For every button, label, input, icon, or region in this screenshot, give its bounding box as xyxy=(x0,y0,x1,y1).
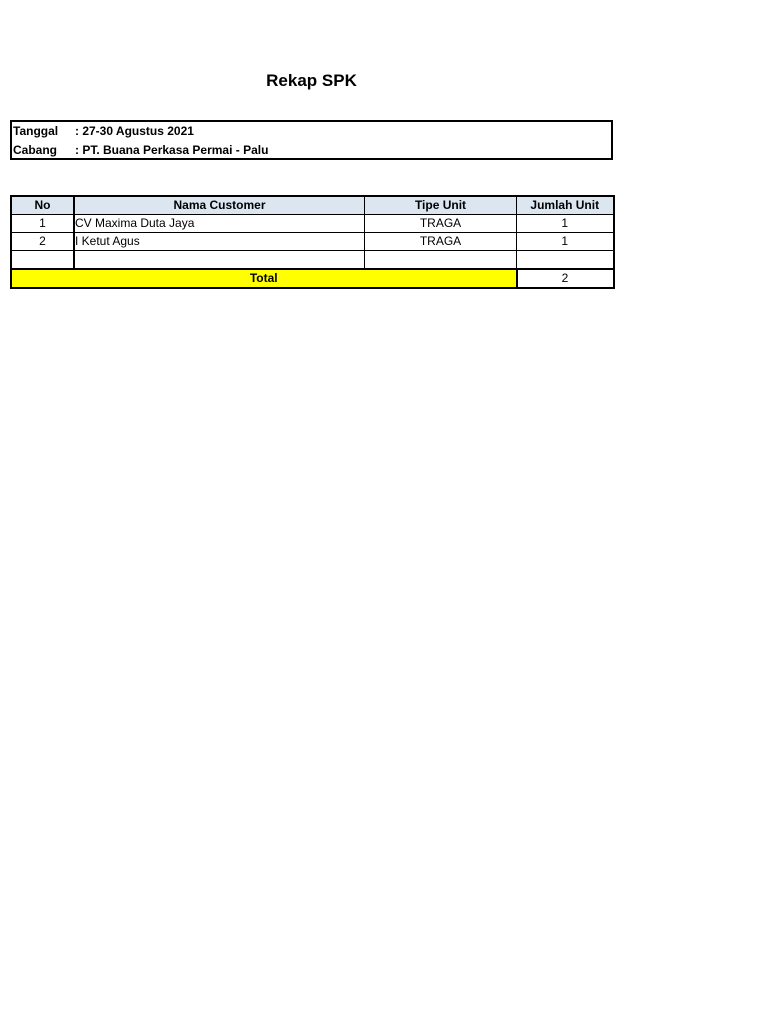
table-row xyxy=(11,215,614,233)
total-label: Total xyxy=(11,269,517,288)
table-row xyxy=(11,251,614,270)
cell-tipe-unit xyxy=(365,251,517,270)
cell-nama-customer: CV Maxima Duta Jaya xyxy=(74,215,365,233)
table-header-row xyxy=(11,196,614,215)
header-no: No xyxy=(11,196,74,215)
cell-no xyxy=(11,251,74,270)
header-jumlah-unit: Jumlah Unit xyxy=(517,196,614,215)
table-row xyxy=(11,233,614,251)
total-row xyxy=(11,269,614,288)
cell-nama-customer xyxy=(74,251,365,270)
header-tipe-unit: Tipe Unit xyxy=(365,196,517,215)
cabang-label: Cabang xyxy=(13,143,58,157)
tanggal-label: Tanggal xyxy=(13,124,59,138)
cell-jumlah-unit: 1 xyxy=(517,215,614,233)
cell-tipe-unit: TRAGA xyxy=(365,215,517,233)
cell-nama-customer: I Ketut Agus xyxy=(74,233,365,251)
cell-jumlah-unit xyxy=(517,251,614,270)
cell-jumlah-unit: 1 xyxy=(517,233,614,251)
page-title: Rekap SPK xyxy=(266,71,357,90)
header-nama-customer: Nama Customer xyxy=(74,196,365,215)
total-value: 2 xyxy=(517,269,614,288)
tanggal-value: : 27-30 Agustus 2021 xyxy=(75,124,194,138)
spk-table xyxy=(10,195,615,289)
cabang-value: : PT. Buana Perkasa Permai - Palu xyxy=(75,143,269,157)
cell-no: 2 xyxy=(11,233,74,251)
cell-tipe-unit: TRAGA xyxy=(365,233,517,251)
info-box xyxy=(10,120,613,160)
cell-no: 1 xyxy=(11,215,74,233)
